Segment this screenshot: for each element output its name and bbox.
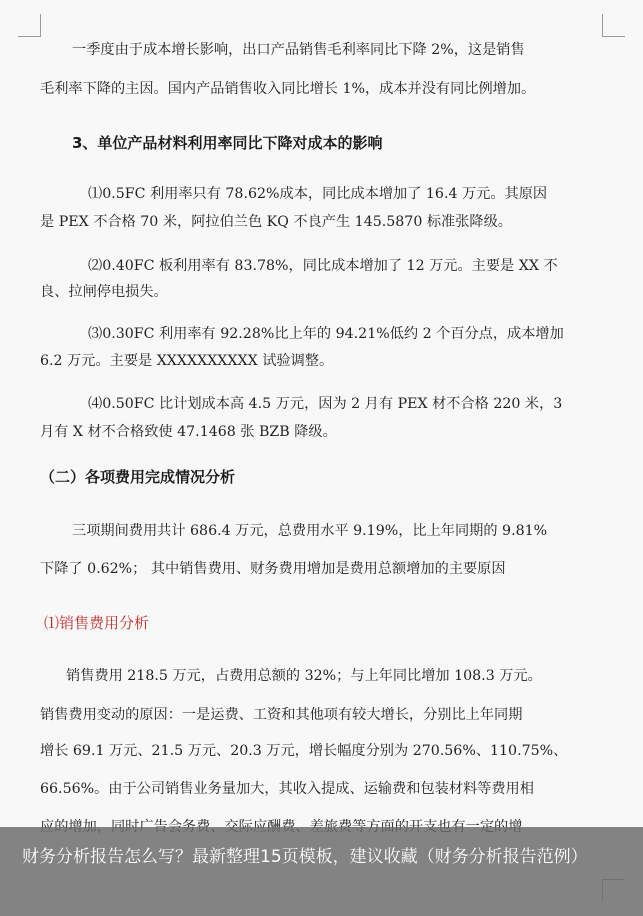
caption-overlay <box>0 827 643 916</box>
list-item-line: ⑶0.30FC 利用率有 92.28%比上年的 94.21%低约 2 个百分点，成本增加 <box>88 326 564 342</box>
paragraph-line: 销售费用 218.5 万元，占费用总额的 32%；与上年同比增加 108.3 万元。 <box>66 668 542 684</box>
section-heading: （二）各项费用完成情况分析 <box>40 468 236 486</box>
list-item-line: ⑷0.50FC 比计划成本高 4.5 万元，因为 2 月有 PEX 材不合格 220 米，3 <box>88 396 563 412</box>
paragraph-line: 66.56%。由于公司销售业务量加大，其收入提成、运输费和包装材料等费用相 <box>40 781 534 797</box>
list-item-line: 是 PEX 不合格 70 米，阿拉伯兰色 KQ 不良产生 145.5870 标准张降级。 <box>40 214 512 230</box>
list-item-line: 良、拉闸停电损失。 <box>40 284 168 300</box>
subsection-heading: ⑴销售费用分析 <box>44 614 150 632</box>
article-title[interactable]: 财务分析报告怎么写？最新整理15页模板，建议收藏（财务分析报告范例） <box>22 847 588 867</box>
list-item-line: ⑴0.5FC 利用率只有 78.62%成本，同比成本增加了 16.4 万元。其原因 <box>88 186 548 202</box>
paragraph-line: 毛利率下降的主因。国内产品销售收入同比增长 1%，成本并没有同比例增加。 <box>40 81 536 97</box>
paragraph-line: 增长 69.1 万元、21.5 万元、20.3 万元，增长幅度分别为 270.56%、110.75%、 <box>40 743 568 759</box>
list-item-line: 月有 X 材不合格致使 47.1468 张 BZB 降级。 <box>40 424 337 440</box>
page-corner-mark-top-right <box>602 14 625 37</box>
section-heading: 3、单位产品材料利用率同比下降对成本的影响 <box>72 134 383 152</box>
page-corner-mark-top-left <box>18 14 41 37</box>
paragraph-line: 销售费用变动的原因：一是运费、工资和其他项有较大增长，分别比上年同期 <box>40 707 523 723</box>
paragraph-line: 下降了 0.62%； 其中销售费用、财务费用增加是费用总额增加的主要原因 <box>40 561 506 577</box>
paragraph-line: 三项期间费用共计 686.4 万元，总费用水平 9.19%，比上年同期的 9.81% <box>72 523 548 539</box>
paragraph-line: 一季度由于成本增长影响，出口产品销售毛利率同比下降 2%，这是销售 <box>72 42 525 58</box>
list-item-line: ⑵0.40FC 板利用率有 83.78%，同比成本增加了 12 万元。主要是 XX 不 <box>88 258 558 274</box>
list-item-line: 6.2 万元。主要是 XXXXXXXXXX 试验调整。 <box>40 353 334 369</box>
